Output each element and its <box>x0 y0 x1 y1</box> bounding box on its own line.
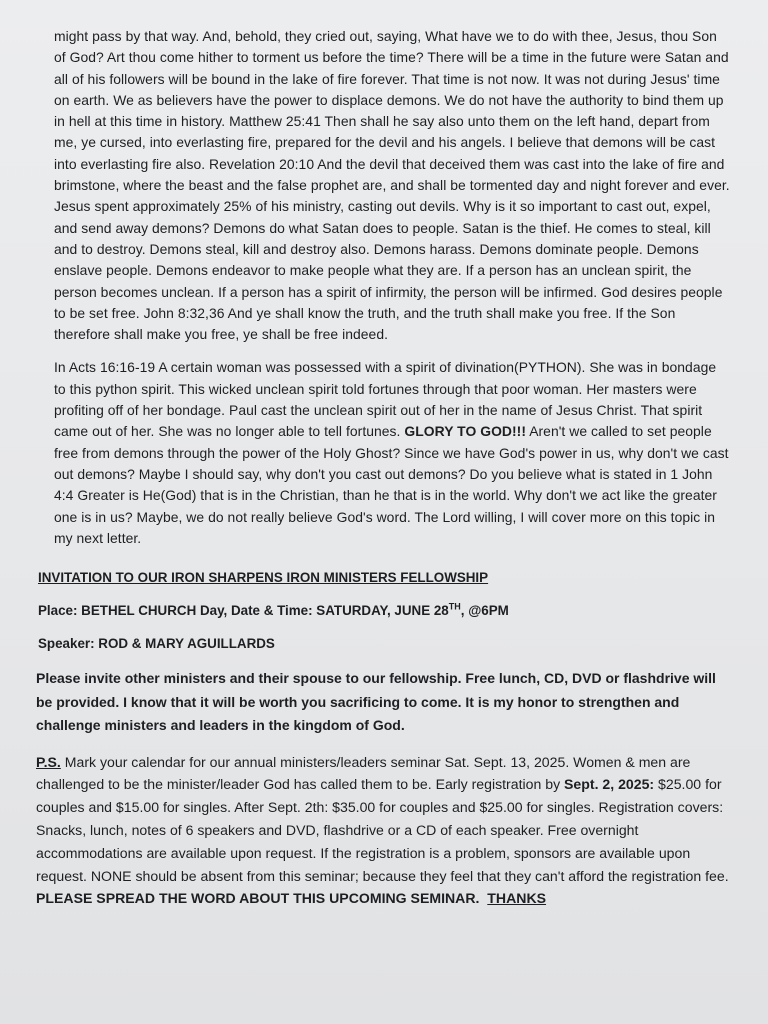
body-paragraph-2 <box>36 357 730 549</box>
spread-the-word-closing: PLEASE SPREAD THE WORD ABOUT THIS UPCOMING SEMINAR. <box>36 890 480 907</box>
ps-text-start: Mark your calendar for our annual ministers/leaders seminar Sat. Sept. 13, 2025. Women & men are challenged to be the minister/leader God has called them to be. Early registration by <box>36 753 691 793</box>
event-place-date-time <box>38 601 730 621</box>
paragraph-2-text-start: In Acts 16:16-19 A certain woman was possessed with a spirit of divination(PYTHON). She was in bondage to this python spirit. This wicked unclean spirit told fortunes through that poor woman. Her masters were profiting off of her bondage. Paul cast the unclean spirit out of her in the name of Jesus Christ. That spirit came out of her. She was no longer able to tell fortunes. <box>54 359 717 440</box>
registration-deadline: Sept. 2, 2025: <box>564 776 655 793</box>
postscript-paragraph <box>36 751 730 911</box>
ps-label: P.S. <box>36 753 61 770</box>
paragraph-2-text-end: Aren't we called to set people free from demons through the power of the Holy Ghost? Since we have God's power in us, why don't we cast out demons? Maybe I should say, why don't you cast out demons? Do you believe what is stated in 1 John 4:4 Greater is He(God) that is in the Christian, than he that is in the world. Why don't we act like the greater one is in us? Maybe, we do not really believe God's word. The Lord willing, I will cover more on this topic in my next letter. <box>54 423 729 546</box>
glory-to-god-emphasis: GLORY TO GOD!!! <box>404 423 527 440</box>
ps-text-middle: $25.00 for couples and $15.00 for singles. After Sept. 2th: $35.00 for couples and $25.00 for singles. Registration covers: Snacks, lunch, notes of 6 speakers and DVD, flashdrive or a CD of each speaker. Free overnight accommodations are available upon request. If the registration is a problem, sponsors are available upon request. NONE should be absent from this seminar; because they feel that they can't afford the registration fee. <box>36 776 729 884</box>
date-ordinal-suffix: TH <box>448 601 461 612</box>
thanks-signoff: THANKS <box>487 890 547 907</box>
invitation-body: Please invite other ministers and their spouse to our fellowship. Free lunch, CD, DVD or flashdrive will be provided. I know that it will be worth you sacrificing to come. It is my honor to strengthen and challenge ministers and leaders in the kingdom of God. <box>36 670 716 734</box>
place-line-start: Place: BETHEL CHURCH Day, Date & Time: SATURDAY, JUNE 28 <box>38 603 449 619</box>
invitation-heading: INVITATION TO OUR IRON SHARPENS IRON MINISTERS FELLOWSHIP <box>38 570 489 586</box>
body-paragraph-1: might pass by that way. And, behold, they cried out, saying, What have we to do with thee, Jesus, thou Son of God? Art thou come hither to torment us before the time? There will be a time in the future were Satan and all of his followers will be bound in the lake of fire forever. That time is not now. It was not during Jesus' time on earth. We as believers have the power to displace demons. We do not have the authority to bind them up in hell at this time in history. Matthew 25:41 Then shall he say also unto them on the left hand, depart from me, ye cursed, into everlasting fire, prepared for the devil and his angels. I believe that demons will be cast into everlasting fire also. Revelation 20:10 And the devil that deceived them was cast into the lake of fire and brimstone, where the beast and the false prophet are, and shall be tormented day and night forever and ever. Jesus spent approximately 25% of his ministry, casting out devils. Why is it so important to cast out, expel, and send away demons? Demons do what Satan does to people. Satan is the thief. He comes to steal, kill and to destroy. Demons steal, kill and destroy also. Demons harass. Demons dominate people. Demons enslave people. Demons endeavor to make people what they are. If a person has an unclean spirit, the person becomes unclean. If a person has a spirit of infirmity, the person will be infirmed. God desires people to be set free. John 8:32,36 And ye shall know the truth, and the truth shall make you free. If the Son therefore shall make you free, ye shall be free indeed. <box>54 28 730 343</box>
event-speaker: Speaker: ROD & MARY AGUILLARDS <box>38 636 275 652</box>
place-line-end: , @6PM <box>460 603 509 619</box>
